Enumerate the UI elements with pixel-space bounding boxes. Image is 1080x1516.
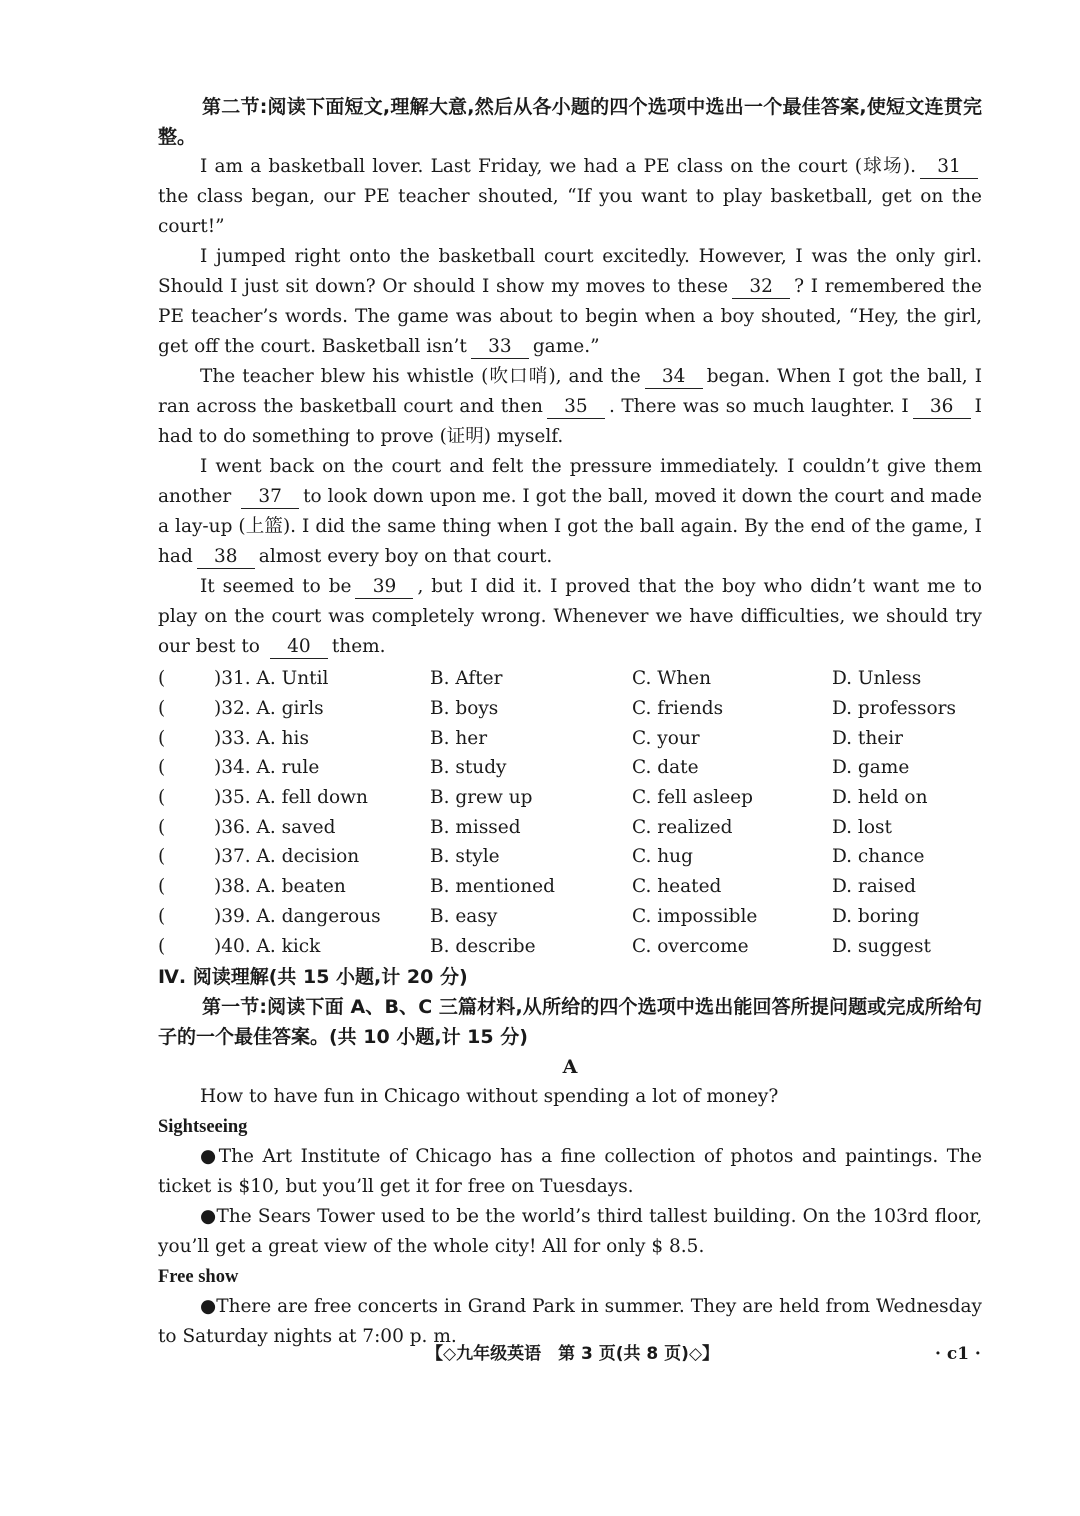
option-a: )35. A. fell down: [214, 787, 368, 809]
passage-paragraph-3: [158, 362, 982, 452]
option-c: C. fell asleep: [632, 787, 753, 809]
passage-text: It seemed to be: [200, 576, 352, 597]
option-b: B. missed: [430, 816, 521, 838]
blank-38: 38: [197, 546, 255, 569]
blank-33: 33: [471, 336, 529, 359]
passage-text: . There was so much laughter. I: [608, 396, 909, 417]
blank-35: 35: [547, 396, 605, 419]
passage-text: the class began, our PE teacher shouted, “If you want to play basketball, get on the court!”: [158, 186, 982, 237]
option-paren: (: [158, 787, 166, 809]
option-c: C. hug: [632, 846, 693, 868]
passage-text: I went back on the court and felt the pressure immediately. I couldn’t give them another: [158, 456, 982, 507]
option-b: B. easy: [430, 905, 498, 927]
option-a: )33. A. his: [214, 727, 309, 749]
option-a: )40. A. kick: [214, 935, 321, 957]
passage-text: almost every boy on that court.: [258, 546, 553, 567]
option-d: D. lost: [832, 816, 892, 838]
option-d: D. boring: [832, 905, 920, 927]
option-a: )31. A. Until: [214, 668, 329, 690]
passage-paragraph-4: [158, 452, 982, 572]
option-paren: (: [158, 846, 166, 868]
option-c: C. realized: [632, 816, 733, 838]
option-row: [158, 723, 982, 753]
passage-text: to look down upon me. I got the ball, moved it down the court and made a lay-up (上篮). I did the same thing when I got the ball again. By the end of the game, I had: [158, 486, 982, 567]
option-c: C. When: [632, 668, 712, 690]
option-a: )32. A. girls: [214, 698, 324, 720]
option-row: [158, 902, 982, 932]
passage-a-question: How to have fun in Chicago without spending a lot of money?: [200, 1085, 779, 1107]
section2-heading: 第二节:阅读下面短文,理解大意,然后从各小题的四个选项中选出一个最佳答案,使短文连贯完整。: [158, 96, 982, 148]
option-row: [158, 931, 982, 961]
blank-34: 34: [645, 366, 703, 389]
passage-text: The teacher blew his whistle (吹口哨), and the: [200, 366, 641, 387]
option-d: D. their: [832, 727, 903, 749]
passage-text: I jumped right onto the basketball court excitedly. However, I was the only girl. Should I just sit down? Or should I show my moves to these: [158, 246, 982, 297]
option-d: D. suggest: [832, 935, 931, 957]
option-d: D. game: [832, 757, 910, 779]
passage-text: I am a basketball lover. Last Friday, we had a PE class on the court (球场).: [200, 156, 916, 177]
blank-37: 37: [241, 486, 299, 509]
option-paren: (: [158, 905, 166, 927]
option-c: C. overcome: [632, 935, 749, 957]
option-paren: (: [158, 816, 166, 838]
passage-text: began. When I got the ball, I ran across the basketball court and then: [158, 366, 983, 417]
option-a: )39. A. dangerous: [214, 905, 381, 927]
passage-text: ? I remembered the PE teacher’s words. The game was about to begin when a boy shouted, “Hey, the girl, get off the court. Basketball isn’t: [158, 276, 982, 357]
option-d: D. raised: [832, 876, 917, 898]
section4-title: Ⅳ. 阅读理解(共 15 小题,计 20 分): [158, 965, 468, 988]
option-a: )34. A. rule: [214, 757, 320, 779]
option-c: C. impossible: [632, 905, 758, 927]
option-paren: (: [158, 876, 166, 898]
option-b: B. her: [430, 727, 488, 749]
option-c: C. your: [632, 727, 700, 749]
blank-39: 39: [355, 576, 413, 599]
blank-32: 32: [732, 276, 790, 299]
option-row: [158, 842, 982, 872]
free-show-heading: Free show: [158, 1266, 239, 1287]
options-table-body: [158, 664, 982, 961]
option-row: [158, 812, 982, 842]
option-d: D. chance: [832, 846, 925, 868]
section4-sub-heading: 第一节:阅读下面 A、B、C 三篇材料,从所给的四个选项中选出能回答所提问题或完成所给句子的一个最佳答案。(共 10 小题,计 15 分): [158, 995, 982, 1048]
option-b: B. style: [430, 846, 500, 868]
option-a: )38. A. beaten: [214, 876, 346, 898]
option-row: [158, 783, 982, 813]
option-row: [158, 664, 982, 694]
option-row: [158, 753, 982, 783]
passage-paragraph-1: [158, 152, 982, 242]
footer-page-info: 【◇九年级英语 第 3 页(共 8 页)◇】: [426, 1344, 720, 1364]
option-d: D. professors: [832, 698, 957, 720]
option-c: C. date: [632, 757, 699, 779]
option-b: B. boys: [430, 698, 499, 720]
blank-40: 40: [270, 636, 328, 659]
passage-paragraph-5: [158, 572, 982, 662]
option-b: B. After: [430, 668, 503, 690]
option-c: C. friends: [632, 698, 724, 720]
option-c: C. heated: [632, 876, 722, 898]
page-content: [158, 92, 982, 1352]
passage-text: them.: [331, 636, 386, 657]
passage-a-label: A: [562, 1055, 578, 1078]
blank-36: 36: [913, 396, 971, 419]
options-table: [158, 664, 982, 961]
option-b: B. study: [430, 757, 507, 779]
blank-31: 31: [920, 156, 978, 179]
option-a: )36. A. saved: [214, 816, 336, 838]
option-paren: (: [158, 668, 166, 690]
passage-text: , but I did it. I proved that the boy who didn’t want me to play on the court was completely wrong. Whenever we have difficulties, we should try our best to: [158, 576, 982, 657]
page-footer: [0, 1340, 1080, 1368]
option-d: D. held on: [832, 787, 928, 809]
option-row: [158, 694, 982, 724]
option-a: )37. A. decision: [214, 846, 360, 868]
option-d: D. Unless: [832, 668, 922, 690]
option-b: B. describe: [430, 935, 536, 957]
passage-text: I had to do something to prove (证明) myself.: [158, 396, 982, 447]
option-b: B. mentioned: [430, 876, 555, 898]
sightseeing-heading: Sightseeing: [158, 1116, 248, 1137]
option-b: B. grew up: [430, 787, 533, 809]
footer-code: · c1 ·: [935, 1344, 981, 1364]
option-paren: (: [158, 698, 166, 720]
free-show-item-concerts: ●There are free concerts in Grand Park in summer. They are held from Wednesday to Saturday nights at 7:00 p. m.: [158, 1295, 982, 1347]
option-paren: (: [158, 935, 166, 957]
option-row: [158, 872, 982, 902]
passage-paragraph-2: [158, 242, 982, 362]
sightseeing-item-art-institute: ●The Art Institute of Chicago has a fine collection of photos and paintings. The ticket is $10, but you’ll get it for free on Tuesdays.: [158, 1145, 982, 1197]
option-paren: (: [158, 727, 166, 749]
option-paren: (: [158, 757, 166, 779]
passage-text: game.”: [532, 336, 600, 357]
sightseeing-item-sears-tower: ●The Sears Tower used to be the world’s third tallest building. On the 103rd floor, you’ll get a great view of the whole city! All for only $ 8.5.: [158, 1205, 982, 1257]
